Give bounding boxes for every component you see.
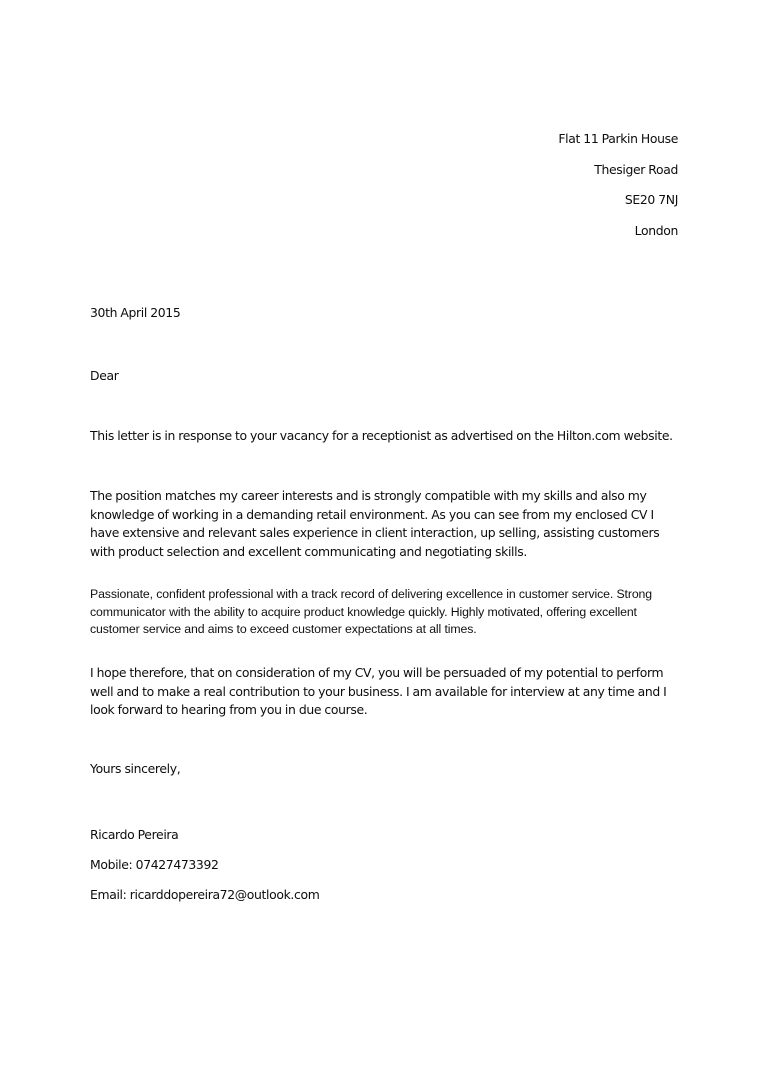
letter-date: 30th April 2015 (90, 305, 181, 320)
address-line-1: Flat 11 Parkin House (558, 131, 678, 146)
address-line-3-postcode: SE20 7NJ (624, 192, 678, 208)
signoff: Yours sincerely, (90, 761, 181, 776)
signature-block (90, 820, 678, 910)
paragraph-intro: This letter is in response to your vacancy for a receptionist as advertised on the Hilton.com website. (90, 428, 673, 443)
address-line-4-city: London (634, 222, 678, 238)
salutation: Dear (90, 368, 119, 383)
paragraph-closing-request: I hope therefore, that on consideration of my CV, you will be persuaded of my potential to perform well and to make a real contribution to your business. I am available for interview at any time and I look forward to hearing from you in due course. (90, 665, 667, 718)
paragraph-professional-profile: Passionate, confident professional with a track record of delivering excellence in customer service. Strong communicator with the ability to acquire product knowledge quickly. Highly motivated, offering excellent customer service and aims to exceed customer expectations at all times. (90, 587, 652, 637)
signature-mobile: Mobile: 07427473392 (90, 857, 219, 872)
signature-name: Ricardo Pereira (90, 827, 179, 842)
address-line-2: Thesiger Road (594, 161, 678, 177)
signature-email: Email: ricarddopereira72@outlook.com (90, 887, 320, 902)
sender-address-block (90, 124, 678, 246)
paragraph-position-match: The position matches my career interests and is strongly compatible with my skills and also my knowledge of working in a demanding retail environment. As you can see from my enclosed CV I have extensive and relevant sales experience in client interaction, up selling, assisting customers with product selection and excellent communicating and negotiating skills. (90, 488, 660, 559)
